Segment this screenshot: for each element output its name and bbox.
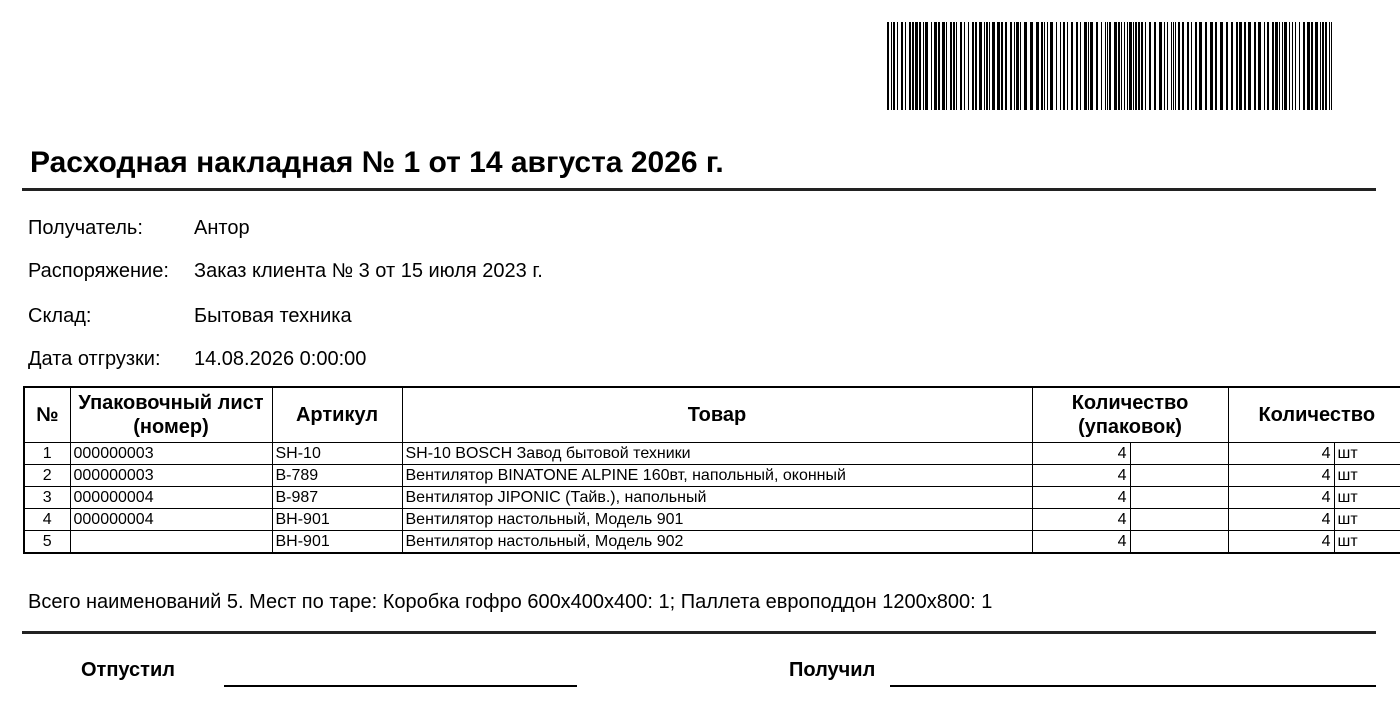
cell-product: Вентилятор BINATONE ALPINE 160вт, напольный, оконный [402,465,1032,487]
cell-unit: шт [1334,509,1400,531]
cell-num: 4 [24,509,70,531]
cell-empty [1130,487,1228,509]
cell-num: 2 [24,465,70,487]
title-divider [22,188,1376,191]
cell-unit: шт [1334,531,1400,554]
cell-pack-list: 000000004 [70,509,272,531]
table-row [24,465,1400,487]
field-value: Антор [194,217,250,239]
barcode-icon [887,22,1335,110]
cell-qty-packs: 4 [1032,487,1130,509]
table-header-row [24,387,1400,443]
released-signature-line [224,685,577,687]
table-row [24,531,1400,554]
cell-qty: 4 [1228,465,1334,487]
cell-unit: шт [1334,487,1400,509]
cell-product: SH-10 BOSCH Завод бытовой техники [402,443,1032,465]
cell-empty [1130,443,1228,465]
cell-num: 1 [24,443,70,465]
items-table [23,386,1400,554]
cell-num: 5 [24,531,70,554]
summary-text: Всего наименований 5. Мест по таре: Коробка гофро 600x400x400: 1; Паллета европоддон 1200x800: 1 [28,591,993,613]
cell-article: B-987 [272,487,402,509]
cell-pack-list [70,531,272,554]
received-signature-line [890,685,1376,687]
cell-unit: шт [1334,443,1400,465]
cell-qty: 4 [1228,509,1334,531]
cell-empty [1130,465,1228,487]
released-label: Отпустил [81,659,175,681]
cell-num: 3 [24,487,70,509]
field-value: Бытовая техника [194,305,352,327]
field-label: Распоряжение: [28,260,169,282]
cell-product: Вентилятор настольный, Модель 902 [402,531,1032,554]
cell-pack-list: 000000003 [70,465,272,487]
cell-empty [1130,531,1228,554]
cell-empty [1130,509,1228,531]
cell-article: BH-901 [272,509,402,531]
cell-qty-packs: 4 [1032,531,1130,554]
cell-product: Вентилятор JIPONIC (Тайв.), напольный [402,487,1032,509]
document-title: Расходная накладная № 1 от 14 августа 2026 г. [30,146,724,179]
cell-pack-list: 000000003 [70,443,272,465]
cell-qty-packs: 4 [1032,465,1130,487]
summary-divider [22,631,1376,634]
field-value: 14.08.2026 0:00:00 [194,348,367,370]
cell-qty-packs: 4 [1032,509,1130,531]
received-label: Получил [789,659,876,681]
cell-article: B-789 [272,465,402,487]
field-label: Дата отгрузки: [28,348,161,370]
field-value: Заказ клиента № 3 от 15 июля 2023 г. [194,260,543,282]
header-qty: Количество [1228,387,1400,443]
field-label: Склад: [28,305,92,327]
cell-article: BH-901 [272,531,402,554]
table-row [24,487,1400,509]
header-product: Товар [402,387,1032,443]
field-label: Получатель: [28,217,143,239]
table-row [24,443,1400,465]
header-qty-packs: Количество (упаковок) [1032,387,1228,443]
cell-qty-packs: 4 [1032,443,1130,465]
cell-qty: 4 [1228,531,1334,554]
header-num: № [24,387,70,443]
table-row [24,509,1400,531]
cell-product: Вентилятор настольный, Модель 901 [402,509,1032,531]
cell-article: SH-10 [272,443,402,465]
cell-qty: 4 [1228,487,1334,509]
header-article: Артикул [272,387,402,443]
cell-qty: 4 [1228,443,1334,465]
cell-pack-list: 000000004 [70,487,272,509]
cell-unit: шт [1334,465,1400,487]
header-pack-list: Упаковочный лист (номер) [70,387,272,443]
